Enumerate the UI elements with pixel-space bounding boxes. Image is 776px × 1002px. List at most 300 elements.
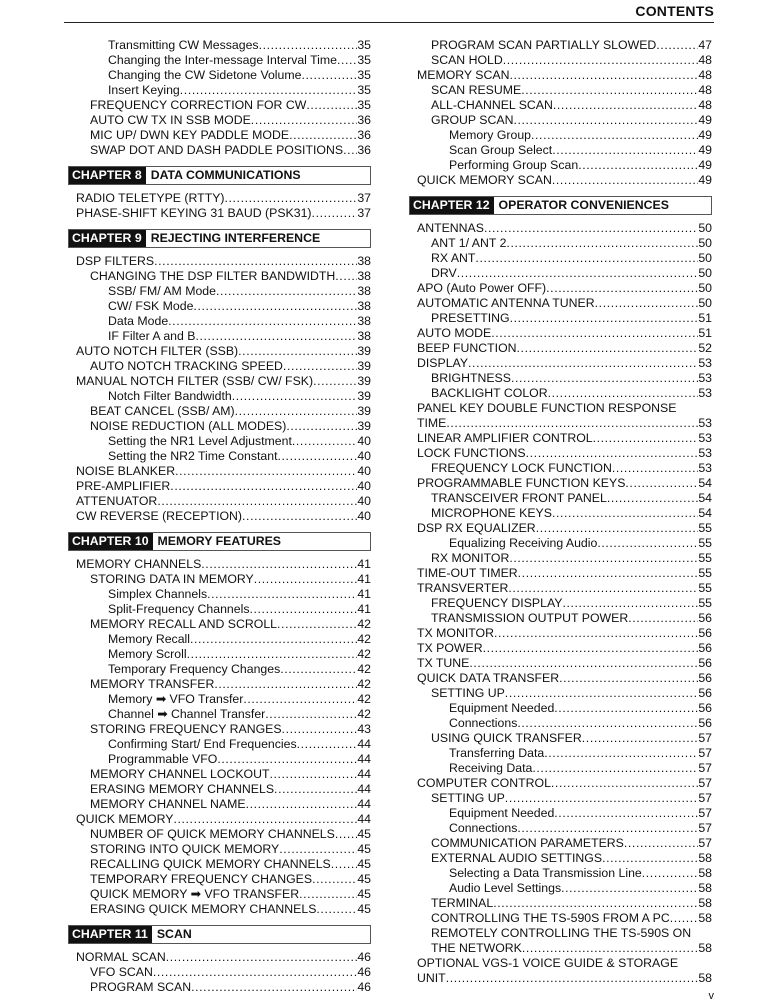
toc-entry-title: STORING DATA IN MEMORY — [90, 572, 254, 586]
toc-entry[interactable] — [68, 449, 371, 464]
toc-entry-title: QUICK MEMORY ➡ VFO TRANSFER — [90, 887, 300, 901]
dot-leader — [554, 806, 698, 821]
dot-leader — [243, 692, 357, 707]
toc-entry-page: 44 — [357, 737, 371, 751]
toc-entry[interactable] — [409, 68, 712, 83]
toc-entry[interactable] — [409, 716, 712, 731]
toc-entry[interactable] — [68, 617, 371, 632]
toc-entry[interactable] — [68, 692, 371, 707]
toc-entry-title: RX ANT — [431, 251, 476, 265]
chapter-heading — [68, 925, 371, 944]
dot-leader — [337, 53, 357, 68]
toc-entry[interactable] — [68, 191, 371, 206]
toc-entry[interactable] — [409, 53, 712, 68]
toc-entry-title: ATTENUATOR — [76, 494, 158, 508]
toc-entry-title: PRESETTING — [431, 311, 510, 325]
toc-entry[interactable] — [409, 581, 712, 596]
dot-leader — [532, 761, 698, 776]
toc-entry-title: PROGRAM SCAN PARTIALLY SLOWED — [431, 38, 657, 52]
dot-leader — [602, 851, 698, 866]
toc-entry-title: Channel ➡ Channel Transfer — [108, 707, 266, 721]
toc-entry[interactable] — [409, 806, 712, 821]
toc-entry[interactable] — [68, 902, 371, 917]
toc-entry-title: SSB/ FM/ AM Mode — [108, 284, 216, 298]
dot-leader — [279, 842, 357, 857]
toc-entry-page: 56 — [698, 701, 712, 715]
toc-entry[interactable] — [409, 641, 712, 656]
dot-leader — [503, 53, 699, 68]
dot-leader — [544, 746, 698, 761]
toc-entry[interactable] — [409, 536, 712, 551]
toc-entry-title: Programmable VFO — [108, 752, 218, 766]
toc-entry[interactable] — [68, 632, 371, 647]
toc-entry-page: 53 — [698, 371, 712, 385]
dot-leader — [289, 128, 357, 143]
toc-entry[interactable] — [409, 326, 712, 341]
toc-entry-title: APO (Auto Power OFF) — [417, 281, 547, 295]
dot-leader — [269, 767, 357, 782]
chapter-number: CHAPTER 8 — [69, 167, 146, 184]
toc-entry[interactable] — [409, 416, 712, 431]
toc-entry-title: NOISE REDUCTION (ALL MODES) — [90, 419, 287, 433]
toc-entry-page: 49 — [698, 173, 712, 187]
toc-entry[interactable] — [68, 359, 371, 374]
dot-leader — [235, 404, 358, 419]
toc-entry[interactable] — [68, 737, 371, 752]
toc-entry[interactable] — [409, 701, 712, 716]
toc-entry-page: 56 — [698, 656, 712, 670]
toc-entry[interactable] — [409, 821, 712, 836]
toc-entry[interactable] — [68, 767, 371, 782]
toc-entry-title: TIME — [417, 416, 447, 430]
toc-entry[interactable] — [409, 611, 712, 626]
toc-entry[interactable] — [409, 431, 712, 446]
toc-entry-page: 44 — [357, 812, 371, 826]
toc-entry[interactable] — [409, 173, 712, 188]
dot-leader — [505, 686, 699, 701]
dot-leader — [554, 701, 698, 716]
toc-entry[interactable] — [409, 761, 712, 776]
dot-leader — [299, 887, 357, 902]
toc-entry-title: COMPUTER CONTROL — [417, 776, 551, 790]
toc-entry-page: 36 — [357, 128, 371, 142]
toc-entry-page: 39 — [357, 389, 371, 403]
dot-leader — [518, 566, 699, 581]
toc-entry[interactable] — [68, 494, 371, 509]
toc-entry[interactable] — [409, 113, 712, 128]
toc-entry[interactable] — [409, 341, 712, 356]
toc-entry[interactable] — [409, 566, 712, 581]
toc-entry[interactable] — [68, 206, 371, 221]
toc-entry-page: 58 — [698, 851, 712, 865]
toc-entry-page: 41 — [357, 572, 371, 586]
chapter-heading — [68, 229, 371, 248]
toc-entry[interactable] — [409, 971, 712, 986]
toc-entry[interactable] — [409, 143, 712, 158]
toc-entry[interactable] — [409, 356, 712, 371]
toc-entry[interactable] — [409, 791, 712, 806]
toc-entry[interactable] — [68, 509, 371, 524]
toc-entry-page: 53 — [698, 431, 712, 445]
toc-entry-title: Memory ➡ VFO Transfer — [108, 692, 244, 706]
toc-entry-page: 55 — [698, 521, 712, 535]
dot-leader — [251, 113, 358, 128]
toc-entry-title: VFO SCAN — [90, 965, 153, 979]
toc-entry-page: 52 — [698, 341, 712, 355]
toc-entry[interactable] — [409, 521, 712, 536]
toc-entry-page: 56 — [698, 641, 712, 655]
toc-entry-page: 42 — [357, 617, 371, 631]
toc-entry-page: 39 — [357, 374, 371, 388]
toc-entry[interactable] — [409, 911, 712, 926]
toc-entry[interactable] — [409, 461, 712, 476]
dot-leader — [316, 902, 357, 917]
toc-entry-title: QUICK DATA TRANSFER — [417, 671, 560, 685]
toc-entry[interactable] — [68, 872, 371, 887]
toc-entry-page: 47 — [698, 38, 712, 52]
toc-entry[interactable] — [409, 296, 712, 311]
toc-entry[interactable] — [68, 464, 371, 479]
toc-entry[interactable] — [68, 980, 371, 995]
toc-entry-title: Receiving Data — [449, 761, 533, 775]
toc-entry-title: TERMINAL — [431, 896, 494, 910]
toc-entry[interactable] — [68, 662, 371, 677]
toc-entry-page: 53 — [698, 461, 712, 475]
toc-entry[interactable] — [409, 851, 712, 866]
dot-leader — [259, 38, 358, 53]
toc-entry-page: 46 — [357, 980, 371, 994]
dot-leader — [469, 656, 698, 671]
toc-entry[interactable] — [409, 551, 712, 566]
toc-entry[interactable] — [68, 677, 371, 692]
toc-entry-page: 46 — [357, 965, 371, 979]
dot-leader — [170, 479, 357, 494]
toc-entry[interactable] — [68, 782, 371, 797]
toc-entry-page: 38 — [357, 254, 371, 268]
dot-leader — [522, 941, 698, 956]
toc-entry-title: Performing Group Scan — [449, 158, 579, 172]
toc-entry[interactable] — [409, 626, 712, 641]
dot-leader — [214, 677, 357, 692]
dot-leader — [531, 128, 698, 143]
toc-entry[interactable] — [409, 596, 712, 611]
toc-entry-title: MEMORY CHANNEL LOCKOUT — [90, 767, 270, 781]
chapter-title: DATA COMMUNICATIONS — [150, 168, 301, 182]
dot-leader — [513, 113, 698, 128]
toc-entry-page: 41 — [357, 557, 371, 571]
toc-entry-page: 50 — [698, 236, 712, 250]
toc-entry[interactable] — [409, 776, 712, 791]
toc-entry[interactable] — [409, 896, 712, 911]
toc-entry-title: DRV — [431, 266, 457, 280]
toc-entry-page: 50 — [698, 221, 712, 235]
toc-entry-title: Setting the NR2 Time Constant — [108, 449, 278, 463]
toc-entry[interactable] — [409, 956, 712, 971]
dot-leader — [187, 647, 358, 662]
toc-entry-page: 49 — [698, 128, 712, 142]
toc-entry[interactable] — [68, 647, 371, 662]
toc-entry-page: 50 — [698, 266, 712, 280]
toc-entry-title: MEMORY RECALL AND SCROLL — [90, 617, 278, 631]
toc-entry-page: 56 — [698, 686, 712, 700]
toc-entry[interactable] — [68, 722, 371, 737]
toc-entry-page: 38 — [357, 269, 371, 283]
dot-leader — [552, 143, 698, 158]
toc-entry-page: 40 — [357, 494, 371, 508]
toc-entry[interactable] — [409, 671, 712, 686]
toc-entry-title: FREQUENCY CORRECTION FOR CW — [90, 98, 307, 112]
dot-leader — [301, 68, 357, 83]
dot-leader — [494, 626, 698, 641]
toc-entry-title: MEMORY CHANNELS — [76, 557, 202, 571]
toc-entry[interactable] — [409, 158, 712, 173]
toc-entry-title: TRANSCEIVER FRONT PANEL — [431, 491, 607, 505]
dot-leader — [335, 827, 357, 842]
toc-entry[interactable] — [68, 950, 371, 965]
toc-entry[interactable] — [409, 476, 712, 491]
toc-entry[interactable] — [68, 887, 371, 902]
toc-entry[interactable] — [68, 143, 371, 158]
toc-entry[interactable] — [409, 731, 712, 746]
toc-entry-title: Equalizing Receiving Audio — [449, 536, 598, 550]
toc-entry-title: Audio Level Settings — [449, 881, 562, 895]
toc-entry[interactable] — [68, 827, 371, 842]
toc-entry-title: Memory Group — [449, 128, 532, 142]
toc-entry-title: AUTO NOTCH FILTER (SSB) — [76, 344, 239, 358]
toc-entry[interactable] — [68, 572, 371, 587]
toc-entry[interactable] — [68, 98, 371, 113]
toc-entry-title: STORING FREQUENCY RANGES — [90, 722, 282, 736]
toc-entry-title: TIME-OUT TIMER — [417, 566, 518, 580]
dot-leader — [553, 98, 698, 113]
toc-entry-title: Memory Scroll — [108, 647, 187, 661]
dot-leader — [595, 296, 699, 311]
toc-entry-page: 42 — [357, 707, 371, 721]
toc-entry-title: SWAP DOT AND DASH PADDLE POSITIONS — [90, 143, 344, 157]
toc-entry-page: 57 — [698, 806, 712, 820]
toc-entry-title: Split-Frequency Channels — [108, 602, 250, 616]
dot-leader — [201, 557, 357, 572]
toc-entry-page: 58 — [698, 866, 712, 880]
toc-entry[interactable] — [409, 866, 712, 881]
dot-leader — [217, 752, 357, 767]
toc-entry[interactable] — [409, 128, 712, 143]
toc-entry[interactable] — [68, 254, 371, 269]
toc-entry[interactable] — [68, 479, 371, 494]
toc-entry-title: Changing the CW Sidetone Volume — [108, 68, 302, 82]
toc-entry-title: MEMORY CHANNEL NAME — [90, 797, 246, 811]
toc-entry-page: 58 — [698, 896, 712, 910]
toc-entry[interactable] — [409, 83, 712, 98]
toc-entry[interactable] — [409, 386, 712, 401]
dot-leader — [561, 881, 698, 896]
toc-entry[interactable] — [68, 314, 371, 329]
toc-entry-page: 37 — [357, 191, 371, 205]
toc-entry[interactable] — [409, 746, 712, 761]
toc-entry[interactable] — [68, 797, 371, 812]
toc-entry[interactable] — [68, 404, 371, 419]
dot-leader — [297, 737, 358, 752]
dot-leader — [207, 587, 357, 602]
dot-leader — [265, 707, 357, 722]
toc-entry[interactable] — [409, 686, 712, 701]
toc-entry[interactable] — [68, 83, 371, 98]
dot-leader — [166, 950, 358, 965]
toc-entry-page: 55 — [698, 551, 712, 565]
toc-entry-title: MICROPHONE KEYS — [431, 506, 552, 520]
toc-entry-page: 39 — [357, 404, 371, 418]
dot-leader — [517, 716, 698, 731]
dot-leader — [225, 191, 358, 206]
toc-entry-page: 46 — [357, 950, 371, 964]
toc-entry-page: 40 — [357, 464, 371, 478]
toc-entry-page: 48 — [698, 68, 712, 82]
toc-entry-title: GROUP SCAN — [431, 113, 514, 127]
toc-entry[interactable] — [68, 299, 371, 314]
toc-entry[interactable] — [409, 491, 712, 506]
dot-leader — [175, 464, 357, 479]
toc-entry-title: TX MONITOR — [417, 626, 494, 640]
toc-entry[interactable] — [68, 602, 371, 617]
dot-leader — [157, 494, 357, 509]
toc-entry-page: 36 — [357, 113, 371, 127]
dot-leader — [280, 662, 357, 677]
toc-entry[interactable] — [68, 842, 371, 857]
toc-entry-title: RADIO TELETYPE (RTTY) — [76, 191, 225, 205]
toc-entry[interactable] — [68, 752, 371, 767]
toc-entry-title: TX POWER — [417, 641, 483, 655]
toc-entry[interactable] — [68, 374, 371, 389]
toc-entry[interactable] — [409, 371, 712, 386]
dot-leader — [593, 431, 699, 446]
page-number: v — [708, 990, 714, 1002]
toc-entry-page: 49 — [698, 158, 712, 172]
dot-leader — [331, 857, 358, 872]
toc-entry[interactable] — [68, 344, 371, 359]
toc-entry[interactable] — [68, 329, 371, 344]
toc-entry-title: Simplex Channels — [108, 587, 208, 601]
toc-entry-page: 51 — [698, 326, 712, 340]
dot-leader — [548, 386, 699, 401]
toc-entry[interactable] — [68, 419, 371, 434]
toc-entry-title: ERASING MEMORY CHANNELS — [90, 782, 275, 796]
toc-entry-title: SCAN HOLD — [431, 53, 503, 67]
toc-entry-title: Transmitting CW Messages — [108, 38, 259, 52]
toc-entry-page: 38 — [357, 299, 371, 313]
dot-leader — [232, 389, 358, 404]
toc-entry[interactable] — [68, 587, 371, 602]
toc-entry-title: BEAT CANCEL (SSB/ AM) — [90, 404, 235, 418]
toc-entry-title: Data Mode — [108, 314, 169, 328]
toc-entry-page: 35 — [357, 68, 371, 82]
toc-entry[interactable] — [68, 557, 371, 572]
chapter-number: CHAPTER 12 — [410, 197, 494, 214]
toc-entry-page: 55 — [698, 596, 712, 610]
toc-entry[interactable] — [68, 38, 371, 53]
toc-entry[interactable] — [409, 236, 712, 251]
toc-entry-page: 38 — [357, 329, 371, 343]
toc-entry[interactable] — [68, 857, 371, 872]
toc-entry[interactable] — [409, 941, 712, 956]
dot-leader — [246, 797, 358, 812]
toc-entry[interactable] — [68, 68, 371, 83]
toc-entry[interactable] — [68, 113, 371, 128]
toc-entry-page: 45 — [357, 857, 371, 871]
dot-leader — [180, 83, 358, 98]
dot-leader — [552, 506, 698, 521]
toc-entry[interactable] — [409, 266, 712, 281]
toc-entry-title: Insert Keying — [108, 83, 180, 97]
dot-leader — [343, 143, 357, 158]
toc-entry-page: 57 — [698, 761, 712, 775]
toc-entry[interactable] — [68, 965, 371, 980]
dot-leader — [154, 254, 357, 269]
toc-entry[interactable] — [68, 812, 371, 827]
toc-entry-title: REMOTELY CONTROLLING THE TS-590S ON — [431, 926, 692, 940]
toc-entry-title: TRANSMISSION OUTPUT POWER — [431, 611, 629, 625]
toc-entry-title: COMMUNICATION PARAMETERS — [431, 836, 624, 850]
toc-entry-title: Equipment Needed — [449, 701, 555, 715]
toc-entry-page: 57 — [698, 821, 712, 835]
toc-entry[interactable] — [409, 281, 712, 296]
toc-entry[interactable] — [68, 434, 371, 449]
toc-entry-page: 43 — [357, 722, 371, 736]
toc-entry-page: 53 — [698, 416, 712, 430]
toc-entry-title: Connections — [449, 716, 518, 730]
toc-entry-title: FREQUENCY LOCK FUNCTION — [431, 461, 612, 475]
toc-entry-page: 53 — [698, 386, 712, 400]
dot-leader — [521, 83, 698, 98]
toc-entry-title: MEMORY TRANSFER — [90, 677, 215, 691]
toc-entry[interactable] — [409, 446, 712, 461]
toc-entry[interactable] — [409, 98, 712, 113]
toc-entry[interactable] — [409, 926, 712, 941]
toc-entry[interactable] — [409, 221, 712, 236]
toc-entry-title: TRANSVERTER — [417, 581, 509, 595]
toc-entry[interactable] — [68, 269, 371, 284]
toc-entry[interactable] — [68, 389, 371, 404]
dot-leader — [173, 812, 357, 827]
toc-entry-page: 53 — [698, 446, 712, 460]
dot-leader — [468, 356, 698, 371]
toc-entry[interactable] — [409, 836, 712, 851]
toc-entry[interactable] — [68, 53, 371, 68]
toc-entry-page: 45 — [357, 887, 371, 901]
toc-entry-page: 58 — [698, 881, 712, 895]
toc-entry[interactable] — [409, 506, 712, 521]
dot-leader — [642, 866, 699, 881]
toc-entry[interactable] — [409, 656, 712, 671]
toc-entry[interactable] — [409, 311, 712, 326]
toc-entry[interactable] — [68, 128, 371, 143]
toc-entry[interactable] — [409, 401, 712, 416]
dot-leader — [286, 419, 357, 434]
toc-entry[interactable] — [68, 284, 371, 299]
toc-entry[interactable] — [409, 38, 712, 53]
toc-entry-page: 41 — [357, 602, 371, 616]
chapter-number: CHAPTER 11 — [69, 926, 152, 943]
toc-entry[interactable] — [409, 881, 712, 896]
dot-leader — [607, 491, 698, 506]
toc-entry-page: 42 — [357, 692, 371, 706]
toc-entry-page: 40 — [357, 509, 371, 523]
toc-entry[interactable] — [68, 707, 371, 722]
toc-entry[interactable] — [409, 251, 712, 266]
toc-entry-title: PHASE-SHIFT KEYING 31 BAUD (PSK31) — [76, 206, 312, 220]
toc-entry-title: PRE-AMPLIFIER — [76, 479, 171, 493]
dot-leader — [483, 641, 699, 656]
toc-entry-title: CHANGING THE DSP FILTER BANDWIDTH — [90, 269, 336, 283]
